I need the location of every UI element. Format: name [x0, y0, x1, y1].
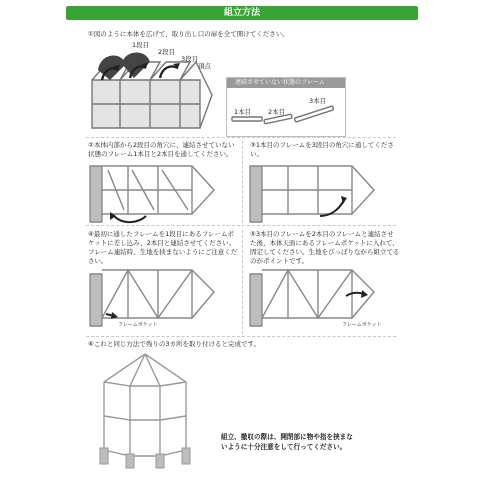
step-5-text: ⑤3本目のフレームを2本目のフレームと連結させた後、本体天面にあるフレームポケットに入れて、固定してください。生地をぴっぱりながら組立てるのがポイントです。 — [250, 230, 400, 265]
unconnected-frame-title: 連結させていない状態のフレーム — [227, 78, 345, 88]
section-header — [66, 6, 418, 20]
apex-label: 頂点 — [198, 62, 211, 70]
divider-3 — [86, 336, 396, 337]
tier-3-label: 3段目 — [181, 55, 199, 63]
step-3-text: ③1本目のフレームを3段目の角穴に通してください。 — [250, 141, 394, 158]
frame-1-label: 1本目 — [234, 108, 252, 116]
frame-3-label: 3本目 — [309, 97, 327, 105]
divider-1 — [86, 137, 396, 138]
frame-pocket-label-2: フレームポケット — [342, 322, 382, 328]
step-4-text: ④最初に通したフレームを1段目にあるフレームポケットに差し込み、2本目と連結させてください。フレーム連結時、生地を挟まないようにご注意ください。 — [88, 230, 238, 265]
frame-pocket-label-1: フレームポケット — [118, 322, 158, 328]
step-1-illustration — [80, 40, 220, 135]
step-2-illustration — [88, 160, 228, 230]
safety-warning: 組立、撤収の際は、開閉部に物や指を挟まないように十分注意をして行ってください。 — [221, 433, 353, 451]
vertical-divider-2 — [242, 230, 243, 334]
step-6-text: ⑥これと同じ方法で残りの3カ所を取り付けると完成です。 — [88, 340, 260, 348]
step-1-text: ①図のように本体を広げて、取り出し口の扉を全て開けてください。 — [88, 30, 289, 38]
vertical-divider-1 — [242, 141, 243, 223]
step-5-illustration — [248, 262, 388, 330]
step-4-illustration — [88, 262, 228, 330]
tier-1-label: 1段目 — [132, 41, 150, 49]
step-2-text: ②本体内部から2段目の角穴に、連結させていない状態のフレーム1本目と2本目を通してください。 — [88, 141, 235, 158]
step-3-illustration — [248, 160, 388, 230]
section-title: 組立方法 — [223, 8, 260, 18]
frame-2-label: 2本目 — [268, 108, 286, 116]
step-6-illustration — [90, 352, 200, 472]
divider-2 — [86, 225, 396, 226]
tier-2-label: 2段目 — [158, 48, 176, 56]
